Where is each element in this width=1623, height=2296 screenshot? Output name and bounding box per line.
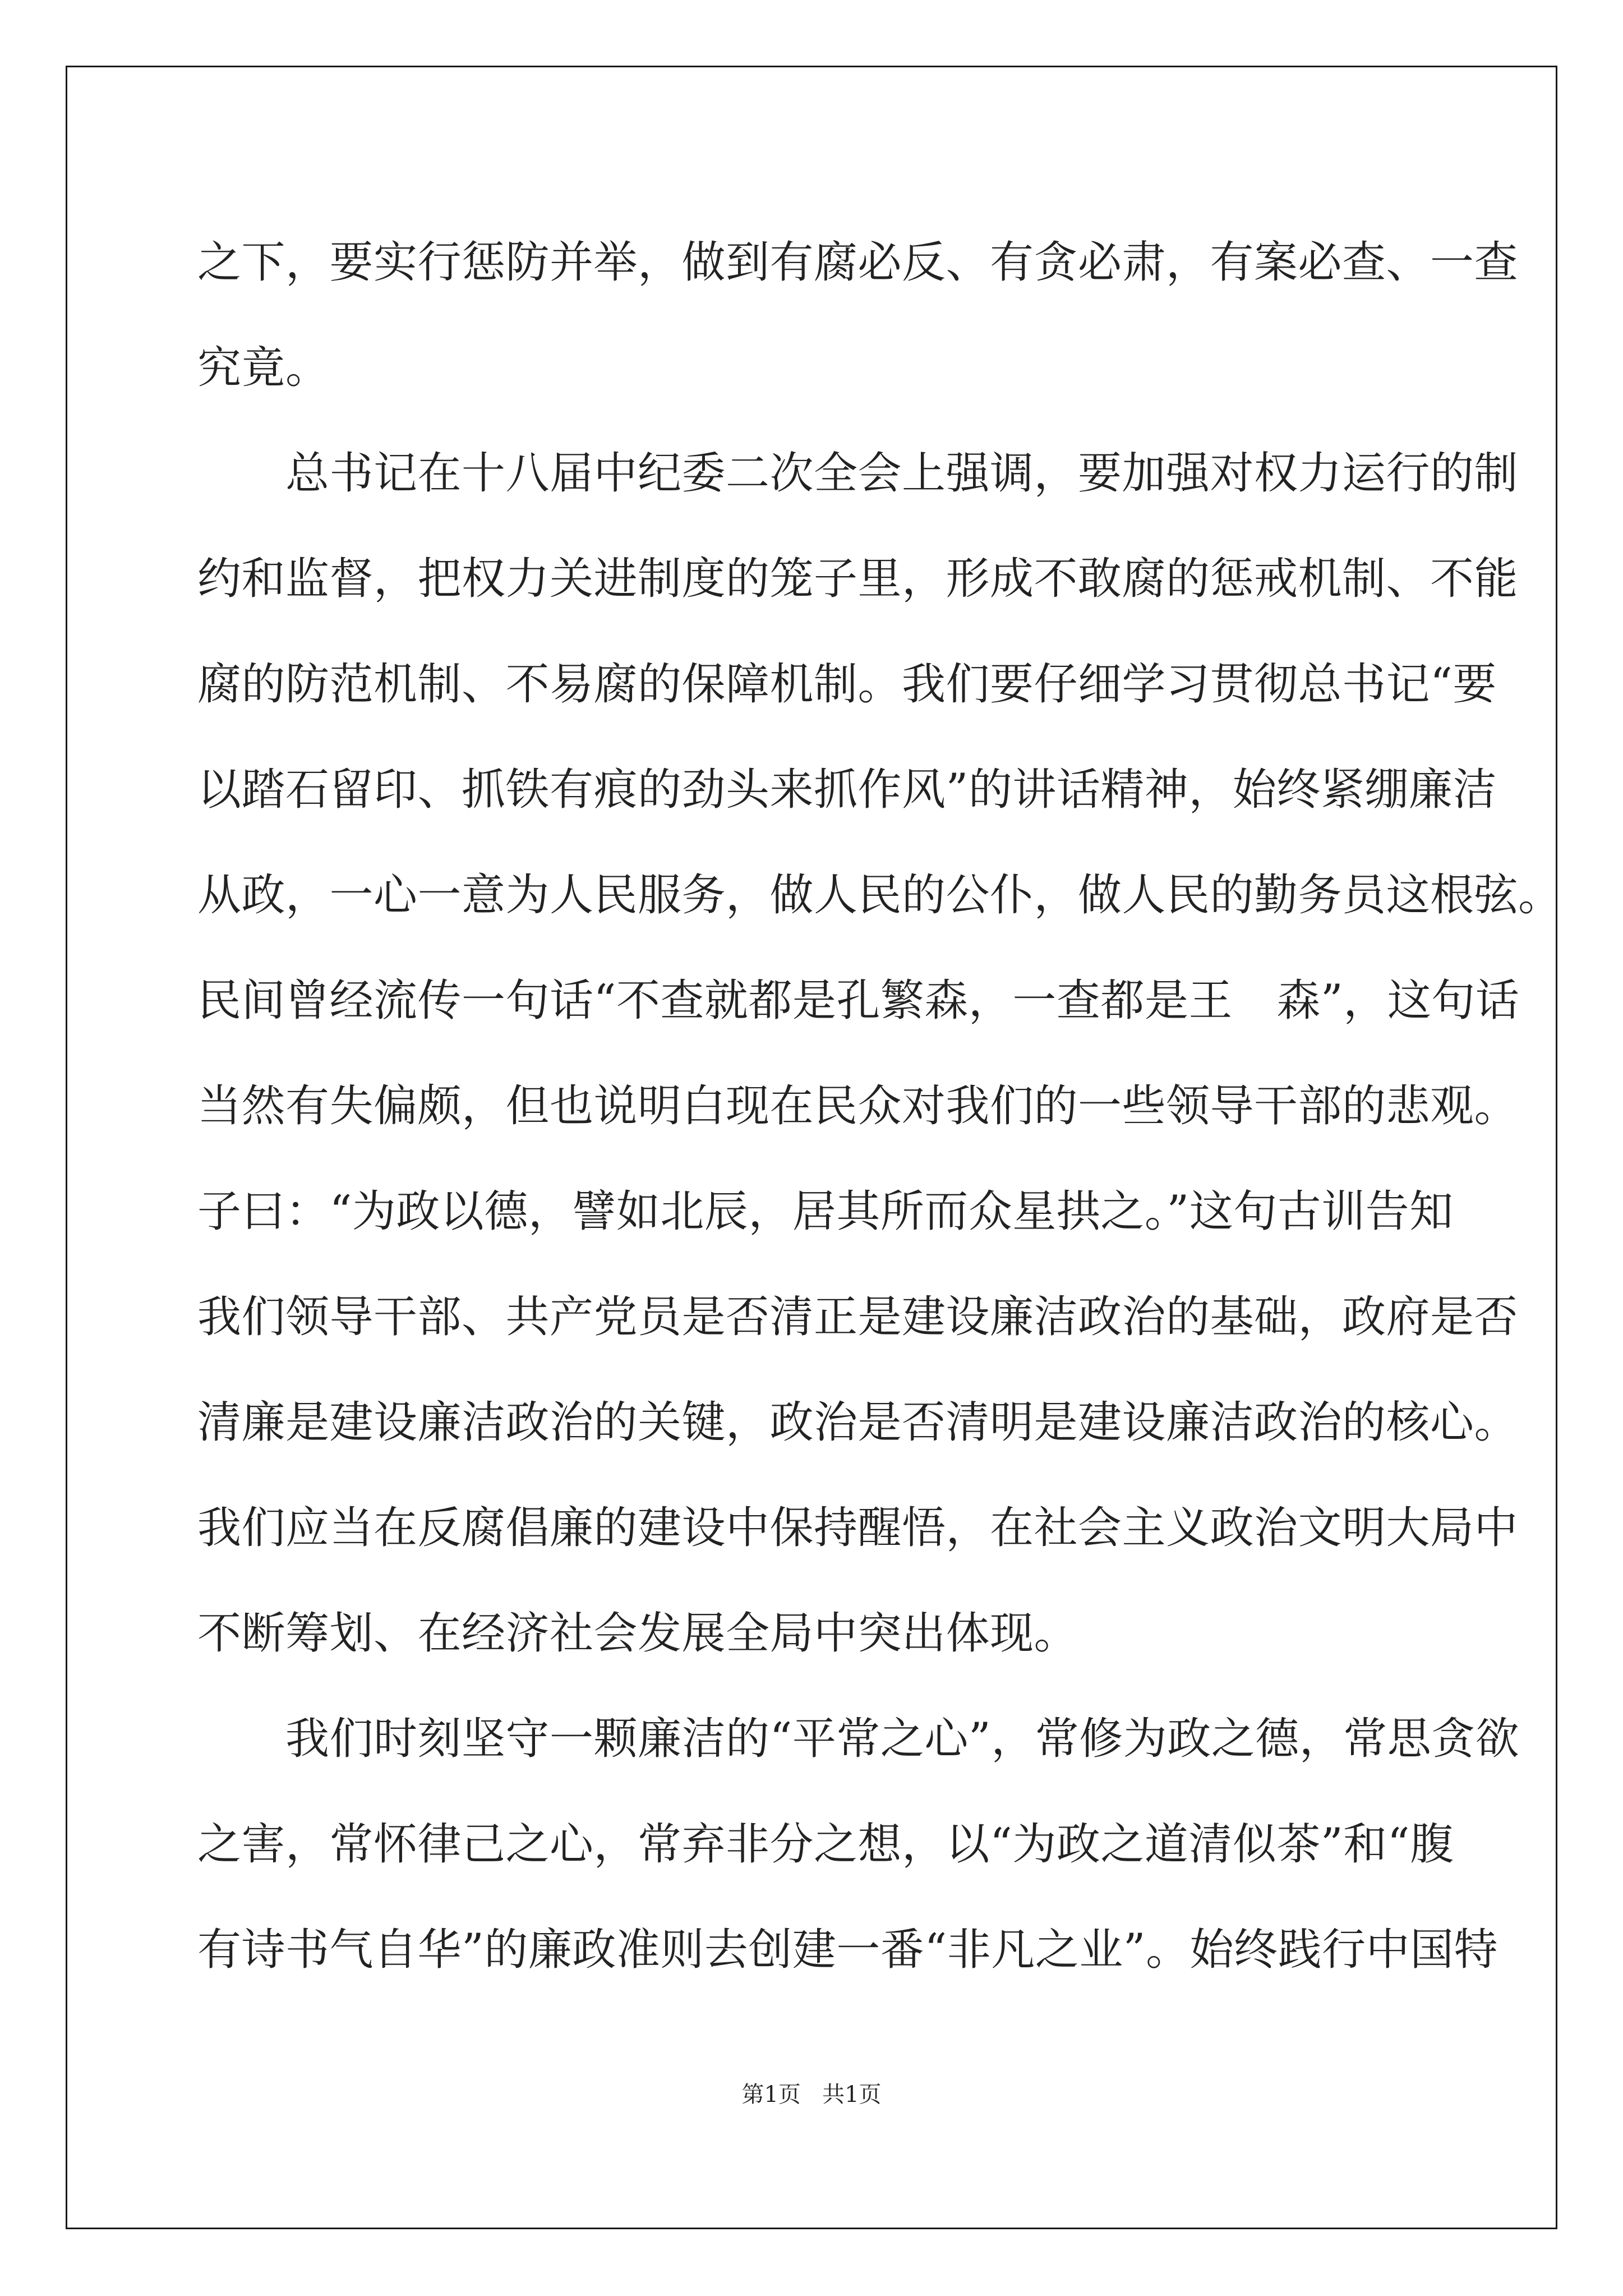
text-line: 腐的防范机制、不易腐的保障机制。我们要仔细学习贯彻总书记“要: [197, 659, 1497, 710]
text-line: 当然有失偏颇，但也说明白现在民众对我们的一些领导干部的悲观。: [197, 1081, 1519, 1131]
text-line: 之下，要实行惩防并举，做到有腐必反、有贪必肃，有案必查、一查: [197, 237, 1519, 288]
text-line: 从政，一心一意为人民服务，做人民的公仆，做人民的勤务员这根弦。: [197, 870, 1562, 921]
paragraph-1: [197, 210, 1519, 421]
paragraph-2: [197, 421, 1562, 1686]
text-line: 子曰：“为政以德，譬如北辰，居其所而众星拱之。”这句古训告知: [197, 1186, 1454, 1237]
text-line: 之害，常怀律己之心，常弃非分之想，以“为政之道清似茶”和“腹: [197, 1819, 1454, 1870]
text-line: 清廉是建设廉洁政治的关键，政治是否清明是建设廉洁政治的核心。: [197, 1397, 1519, 1448]
text-line: 总书记在十八届中纪委二次全会上强调，要加强对权力运行的制: [197, 448, 1519, 499]
text-line: 以踏石留印、抓铁有痕的劲头来抓作风”的讲话精神，始终紧绷廉洁: [197, 765, 1497, 815]
page-footer: [0, 2077, 1623, 2109]
paragraph-3: [197, 1686, 1520, 2003]
text-line: 我们领导干部、共产党员是否清正是建设廉洁政治的基础，政府是否: [197, 1292, 1519, 1342]
text-line: 我们应当在反腐倡廉的建设中保持醒悟，在社会主义政治文明大局中: [197, 1503, 1519, 1553]
text-line: 民间曾经流传一句话“不查就都是孔繁森，一查都是王 森”，这句话: [197, 976, 1520, 1026]
text-line: 约和监督，把权力关进制度的笼子里，形成不敢腐的惩戒机制、不能: [197, 554, 1519, 604]
text-line: 不断筹划、在经济社会发展全局中突出体现。: [197, 1608, 1078, 1659]
page-total: 共1页: [822, 2082, 882, 2108]
text-line: 有诗书气自华”的廉政准则去创建一番“非凡之业”。始终践行中国特: [197, 1925, 1498, 1975]
document-body: [197, 210, 1562, 2003]
page-number: 第1页: [741, 2082, 801, 2108]
text-line: 究竟。: [197, 343, 330, 393]
text-line: 我们时刻坚守一颗廉洁的“平常之心”，常修为政之德，常思贪欲: [197, 1714, 1520, 1764]
